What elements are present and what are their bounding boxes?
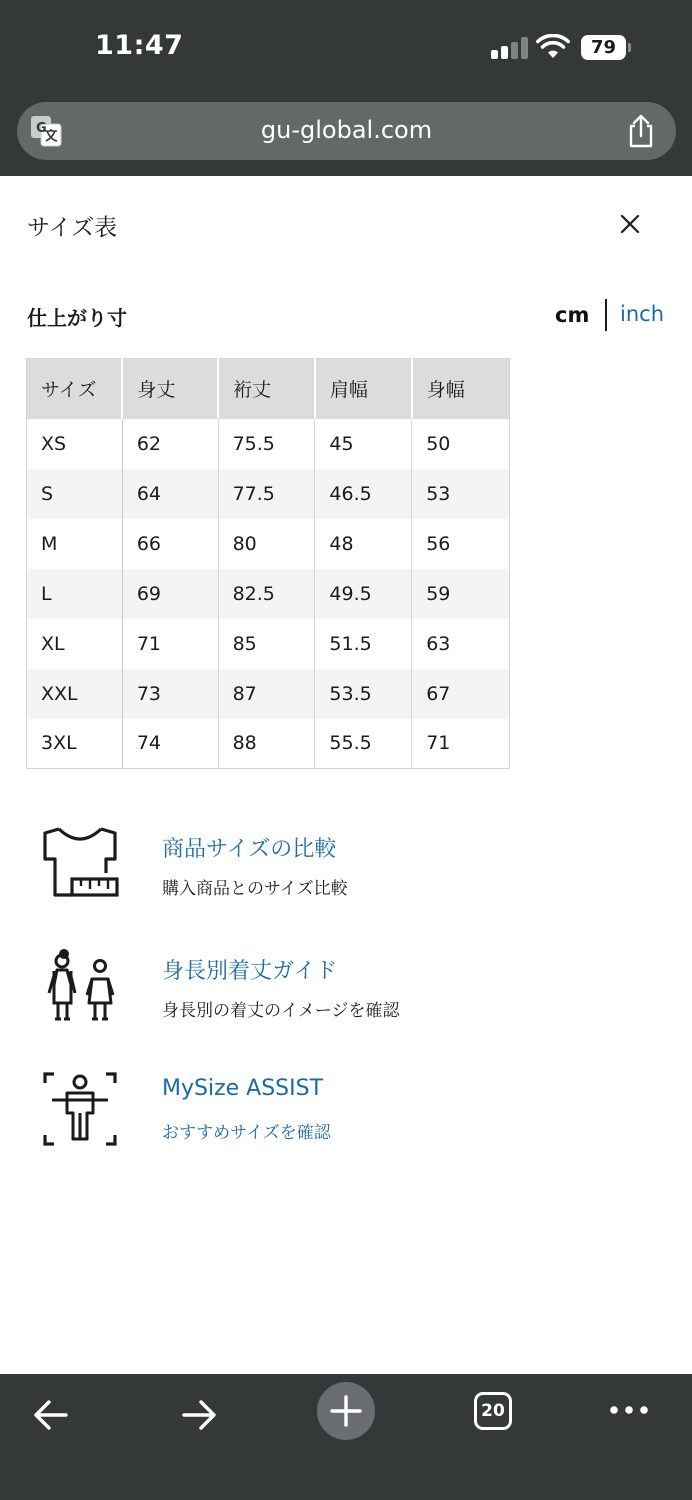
table-row: [27, 419, 510, 469]
table-cell: 73: [122, 669, 218, 719]
table-cell: 88: [218, 719, 315, 769]
table-cell: 71: [122, 619, 218, 669]
tab-count-button[interactable]: 20: [474, 1392, 512, 1430]
table-cell: 55.5: [315, 719, 412, 769]
browser-top-chrome: [0, 0, 692, 176]
address-bar[interactable]: [17, 102, 676, 160]
table-row: [27, 469, 510, 519]
table-cell: 77.5: [218, 469, 315, 519]
table-cell: 46.5: [315, 469, 412, 519]
table-cell: 71: [426, 732, 451, 755]
table-cell: 53: [412, 469, 510, 519]
table-cell: 67: [412, 669, 510, 719]
column-header: サイズ: [27, 359, 123, 419]
body-scan-icon: [40, 1069, 120, 1149]
table-cell: 59: [412, 569, 510, 619]
table-cell: 87: [218, 669, 315, 719]
table-row: [27, 669, 510, 719]
table-row: [27, 569, 510, 619]
column-header: 身丈: [122, 359, 218, 419]
feature-title[interactable]: 商品サイズの比較: [162, 837, 337, 862]
table-cell: XS: [27, 419, 123, 469]
table-cell: M: [27, 519, 123, 569]
table-header-row: [27, 359, 510, 419]
table-row: [27, 719, 510, 769]
table-cell: 63: [426, 632, 451, 655]
table-row: [27, 519, 510, 569]
size-table: [26, 358, 510, 769]
table-cell: L: [27, 569, 123, 619]
table-cell: 48: [315, 519, 412, 569]
page-title: サイズ表: [27, 215, 118, 241]
more-options-icon[interactable]: [608, 1396, 650, 1426]
close-icon[interactable]: [614, 208, 646, 240]
wifi-icon: [536, 34, 570, 60]
feature-subtitle: 身長別の着丈のイメージを確認: [162, 1001, 400, 1021]
table-cell: XL: [27, 619, 123, 669]
shirt-ruler-icon: [40, 823, 120, 903]
feature-title[interactable]: 身長別着丈ガイド: [162, 959, 338, 984]
table-cell: 69: [122, 569, 218, 619]
section-title: 仕上がり寸: [27, 306, 127, 330]
table-cell: XXL: [27, 669, 123, 719]
feature-height-guide[interactable]: [0, 945, 692, 1035]
table-cell: 74: [122, 719, 218, 769]
column-header: 裄丈: [218, 359, 315, 419]
battery-level: 79: [590, 37, 617, 58]
column-header: 肩幅: [315, 359, 412, 419]
battery-icon: [581, 35, 631, 60]
table-cell: 62: [122, 419, 218, 469]
feature-mysize-assist[interactable]: [0, 1069, 692, 1159]
unit-toggle-inch[interactable]: inch: [620, 302, 664, 326]
table-cell: 85: [218, 619, 315, 669]
url-text[interactable]: gu-global.com: [260, 116, 433, 144]
table-cell: 66: [122, 519, 218, 569]
table-cell: 45: [315, 419, 412, 469]
feature-subtitle[interactable]: おすすめサイズを確認: [162, 1123, 331, 1143]
unit-divider: [605, 299, 607, 331]
table-cell: 56: [426, 532, 451, 555]
browser-toolbar: [0, 1374, 692, 1500]
table-cell: 75.5: [218, 419, 315, 469]
forward-arrow-icon[interactable]: [178, 1394, 220, 1436]
table-cell: 3XL: [27, 719, 123, 769]
table-cell: 50: [426, 432, 451, 455]
back-arrow-icon[interactable]: [30, 1394, 72, 1436]
unit-toggle-cm[interactable]: cm: [555, 303, 590, 327]
people-height-icon: [40, 945, 120, 1025]
table-row: [27, 619, 510, 669]
column-header: 身幅: [412, 359, 510, 419]
table-cell: 51.5: [315, 619, 412, 669]
new-tab-plus-icon[interactable]: [317, 1382, 375, 1440]
table-cell: S: [27, 469, 123, 519]
table-cell: 82.5: [218, 569, 315, 619]
feature-subtitle: 購入商品とのサイズ比較: [162, 879, 348, 899]
table-cell: 53.5: [315, 669, 412, 719]
feature-title[interactable]: MySize ASSIST: [162, 1076, 324, 1101]
cellular-signal-icon: [491, 37, 529, 59]
table-cell: 49.5: [315, 569, 412, 619]
status-time: 11:47: [95, 30, 184, 61]
feature-size-comparison[interactable]: [0, 823, 692, 913]
svg-text:G: G: [36, 121, 47, 136]
table-cell: 64: [122, 469, 218, 519]
table-cell: 80: [218, 519, 315, 569]
share-icon[interactable]: [624, 113, 658, 149]
